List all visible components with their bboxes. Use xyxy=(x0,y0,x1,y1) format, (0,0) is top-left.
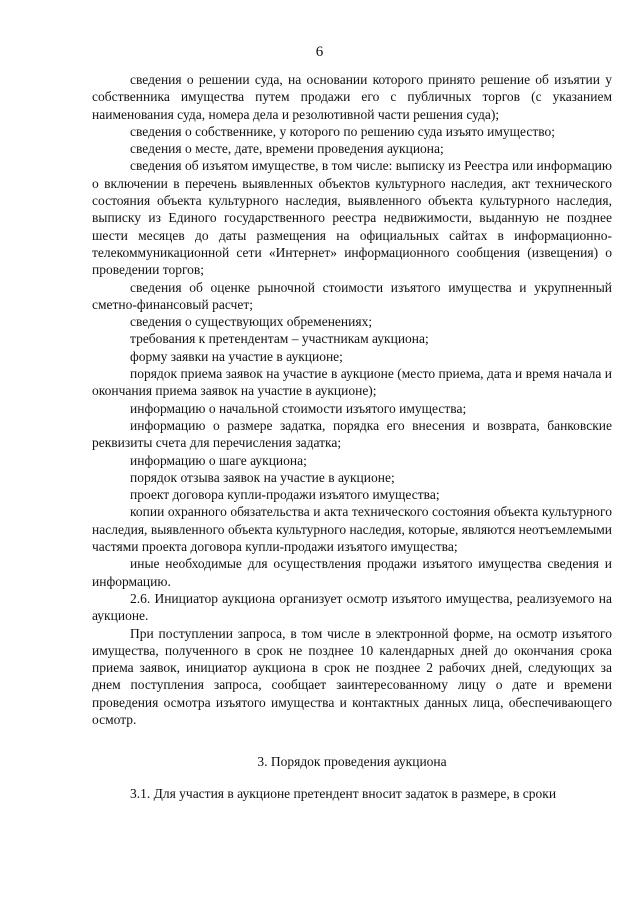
paragraph-owner: сведения о собственнике, у которого по решению суда изъято имущество; xyxy=(130,123,556,139)
paragraph-initial-price: информацию о начальной стоимости изъятого имущества; xyxy=(130,400,467,416)
paragraph-property-info: сведения об изъятом имуществе, в том числе: выписку из Реестра или информацию о включении в перечень выявленных объектов культурного наследия, акт технического состояния объекта культурного наследия, выявленного объекта культурного наследия, выписку из Единого государственного реестра недвижимости, выданную не позднее шести месяцев до даты размещения на официальных сайтах в информационно-телекоммуникационной сети «Интернет» информационного сообщения (извещения) о проведении торгов; xyxy=(92,158,612,278)
paragraph-encumbrances: сведения о существующих обременениях; xyxy=(130,314,373,330)
paragraph-contract-draft: проект договора купли-продажи изъятого имущества; xyxy=(130,487,440,503)
paragraph-protection-copies: копии охранного обязательства и акта технического состояния объекта культурного наследия, выявленного объекта культурного наследия, которые, являются неотъемлемыми частями проекта договора купли-продажи изъятого имущества; xyxy=(92,504,612,555)
paragraph-auction-place: сведения о месте, дате, времени проведения аукциона; xyxy=(130,141,444,157)
paragraph-inspection-request: При поступлении запроса, в том числе в электронной форме, на осмотр изъятого имущества, полученного в срок не позднее 10 календарных дней до окончания срока приема заявок, инициатор аукциона в срок не позднее 2 рабочих дней, следующих за днем поступления запроса, сообщает заинтересованному лицу о дате и времени проведения осмотра изъятого имущества и контактных данных лица, обеспечивающего осмотр. xyxy=(92,625,612,727)
paragraph-other-info: иные необходимые для осуществления продажи изъятого имущества сведения и информацию. xyxy=(92,556,612,589)
paragraph-clause-3-1: 3.1. Для участия в аукционе претендент вносит задаток в размере, в сроки xyxy=(130,785,557,801)
paragraph-court-decision: сведения о решении суда, на основании которого принято решение об изъятии у собственника имущества путем продажи его с публичных торгов (с указанием наименования суда, номера дела и резолютивной части решения суда); xyxy=(92,72,612,122)
paragraph-auction-step: информацию о шаге аукциона; xyxy=(130,452,307,468)
page-number: 6 xyxy=(315,44,324,60)
paragraph-application-form: форму заявки на участие в аукционе; xyxy=(130,348,343,364)
paragraph-application-order: порядок приема заявок на участие в аукционе (место приема, дата и время начала и окончания приема заявок на участие в аукционе); xyxy=(92,366,612,399)
paragraph-requirements: требования к претендентам – участникам аукциона; xyxy=(130,331,429,347)
paragraph-clause-2-6: 2.6. Инициатор аукциона организует осмотр изъятого имущества, реализуемого на аукционе. xyxy=(92,590,612,624)
paragraph-deposit: информацию о размере задатка, порядка его внесения и возврата, банковские реквизиты счета для перечисления задатка; xyxy=(92,417,612,451)
paragraph-withdrawal: порядок отзыва заявок на участие в аукционе; xyxy=(130,469,395,485)
paragraph-valuation: сведения об оценке рыночной стоимости изъятого имущества и укрупненный сметно-финансовый расчет; xyxy=(92,279,612,312)
document-body xyxy=(92,71,612,802)
section-heading: 3. Порядок проведения аукциона xyxy=(257,754,447,770)
